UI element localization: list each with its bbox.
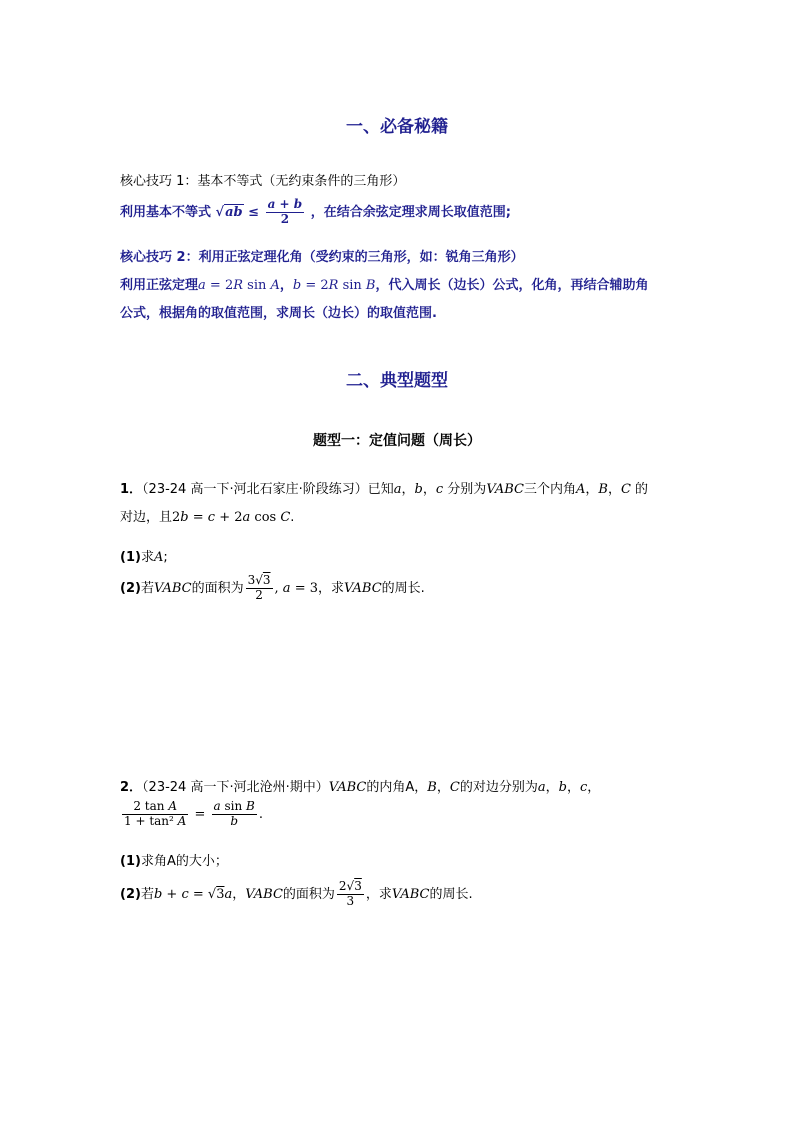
q1-part1: (1)求A; [120,550,168,565]
fraction-2root3-over-3: $\frac{2√3}{3}$ [338,879,362,908]
q1-source: （23-24 高一下·河北石家庄·阶段练习） [142,482,368,497]
type1-title: 题型一：定值问题（周长） [313,433,481,449]
sqrt-ab: √ab [215,204,243,220]
fraction-asinB-over-b: $\frac{\text{a sin B}}{b}$ [213,799,255,828]
section-title-typical: 二、典型题型 [346,371,448,391]
q2-part2: (2)若b + c = √3a，VABC的面积为 $\frac{2√3}{3}$ ，求VABC的周长. [120,879,473,908]
fraction-2tanA-over-1-plus-tan2A: $\frac{\text{2 tan A}}{\text{1 + tan² A}}$ [124,799,187,828]
tip1-title: 核心技巧 1：基本不等式（无约束条件的三角形） [120,174,406,189]
q2-source: （23-24 高一下·河北沧州·期中） [142,780,329,795]
tip1-line: 利用基本不等式 √ab ≤ $\frac{a + b}{2}$ ，在结合余弦定理求周长取值范围; [120,197,511,226]
tip2-line1: 利用正弦定理a = 2R sin A，b = 2R sin B，代入周长（边长）公式，化角，再结合辅助角 [120,278,649,293]
q1-line1: 1．（23-24 高一下·河北石家庄·阶段练习）已知a，b，c 分别为VABC三个内角A，B，C 的 [120,482,649,497]
q1-line2: 对边，且2b = c + 2a cos C. [120,510,295,525]
section-title-essentials: 一、必备秘籍 [346,117,448,137]
tip1-line-pre: 利用基本不等式 [120,204,212,220]
q2-part1: (1)求角A的大小； [120,854,228,869]
q2-line1: 2．（23-24 高一下·河北沧州·期中）VABC的内角A，B，C的对边分别为a，b，c， [120,780,601,795]
tip2-title: 核心技巧 2：利用正弦定理化角（受约束的三角形，如：锐角三角形） [120,250,524,265]
tip2-line2: 公式，根据角的取值范围，求周长（边长）的取值范围. [120,306,437,321]
q1-part2: (2)若VABC的面积为 $\frac{3√3}{2}$ , a = 3，求VABC的周长. [120,573,425,602]
fraction-a-plus-b-over-2: $\frac{a + b}{2}$ [267,197,303,226]
tip1-line-post: ，在结合余弦定理求周长取值范围; [310,204,511,220]
q2-equation: $\frac{\text{2 tan A}}{\text{1 + tan² A}}$ = $\frac{\text{a sin B}}{b}$ . [124,799,263,828]
fraction-3root3-over-2: $\frac{3√3}{2}$ [247,573,271,602]
